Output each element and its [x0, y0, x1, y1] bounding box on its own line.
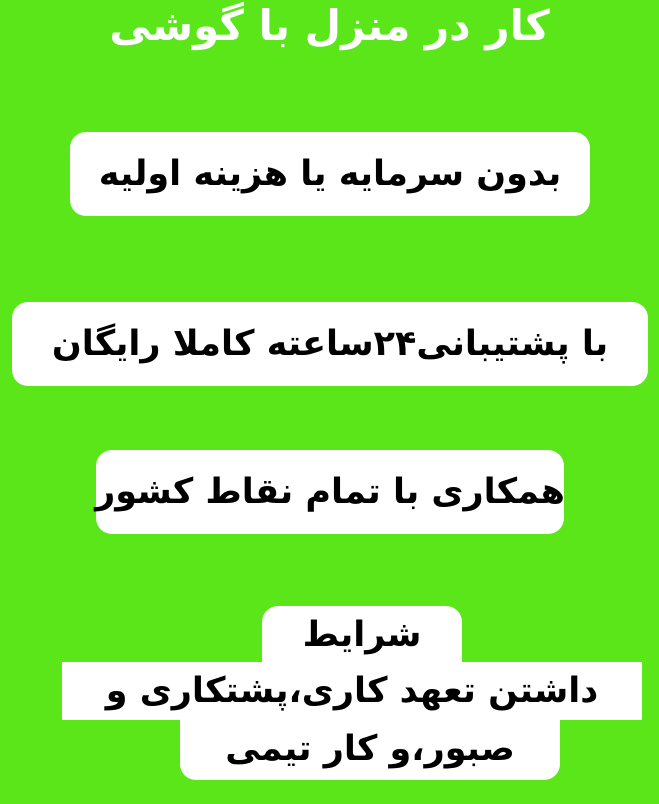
conditions-title-label: شرایط: [302, 615, 422, 655]
page-title: کار در منزل با گوشی: [109, 1, 550, 50]
feature-card-nationwide-label: همکاری با تمام نقاط کشور: [95, 472, 565, 512]
conditions-line-1-card: [62, 662, 642, 720]
conditions-line-2-card: [180, 718, 560, 780]
conditions-title-card: [262, 606, 462, 664]
conditions-line-2-label: صبور،و کار تیمی: [225, 729, 515, 769]
feature-card-support: [12, 302, 648, 386]
feature-card-no-capital: [70, 132, 590, 216]
conditions-line-1-label: داشتن تعهد کاری،پشتکاری و: [105, 671, 599, 711]
feature-card-nationwide: [96, 450, 564, 534]
feature-card-no-capital-label: بدون سرمایه یا هزینه اولیه: [98, 154, 562, 194]
feature-card-support-label: با پشتیبانی۲۴ساعته کاملا رایگان: [51, 324, 609, 364]
